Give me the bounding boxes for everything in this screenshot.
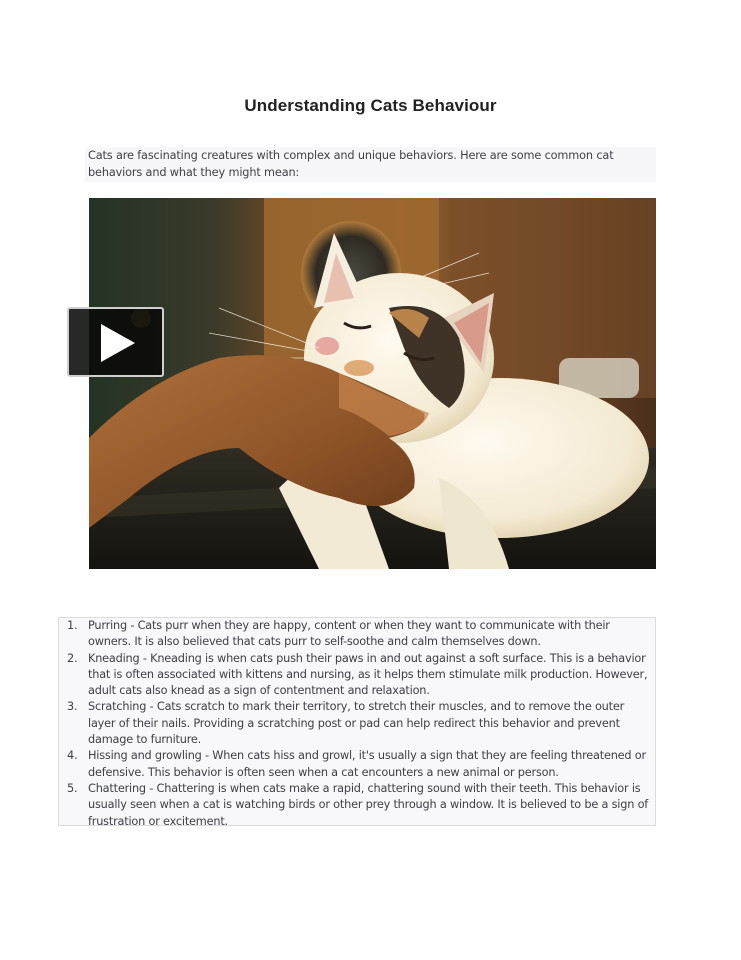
list-text: Hissing and growling - When cats hiss and growl, it's usually a sign that they are feeling threatened or defensive. This behavior is often seen when a cat encounters a new animal or person. — [88, 749, 646, 779]
list-text: Purring - Cats purr when they are happy, content or when they want to communicate with their owners. It is also believed that cats purr to self-soothe and calm themselves down. — [88, 619, 610, 649]
list-text: Kneading - Kneading is when cats push their paws in and out against a soft surface. This is a behavior that is often associated with kittens and nursing, as it helps them stimulate milk production. However, adult cats also knead as a sign of contentment and relaxation. — [88, 651, 648, 698]
page-title: Understanding Cats Behaviour — [244, 96, 497, 116]
behaviors-list — [59, 618, 655, 830]
list-item — [59, 699, 655, 748]
behaviors-list-box — [58, 617, 656, 826]
list-item — [59, 781, 655, 830]
list-item — [59, 748, 655, 781]
play-button[interactable] — [67, 307, 164, 377]
intro-paragraph: Cats are fascinating creatures with complex and unique behaviors. Here are some common cat behaviors and what they might mean: — [85, 147, 656, 182]
list-number: 4. — [67, 749, 78, 763]
list-number: 1. — [67, 619, 78, 632]
cat-photo-illustration — [89, 198, 656, 569]
list-number: 2. — [67, 651, 78, 665]
list-text: Chattering - Chattering is when cats make a rapid, chattering sound with their teeth. This behavior is usually seen when a cat is watching birds or other prey through a window. It is believed to be a sign of frustration or excitement. — [88, 781, 649, 828]
list-item — [59, 651, 655, 700]
list-item — [59, 618, 655, 651]
list-number: 5. — [67, 781, 78, 795]
play-icon — [99, 322, 137, 364]
list-number: 3. — [67, 700, 78, 714]
list-text: Scratching - Cats scratch to mark their territory, to stretch their muscles, and to remove the outer layer of their nails. Providing a scratching post or pad can help redirect this behavior and prevent damage to furniture. — [88, 700, 625, 747]
cat-photo — [89, 198, 656, 569]
